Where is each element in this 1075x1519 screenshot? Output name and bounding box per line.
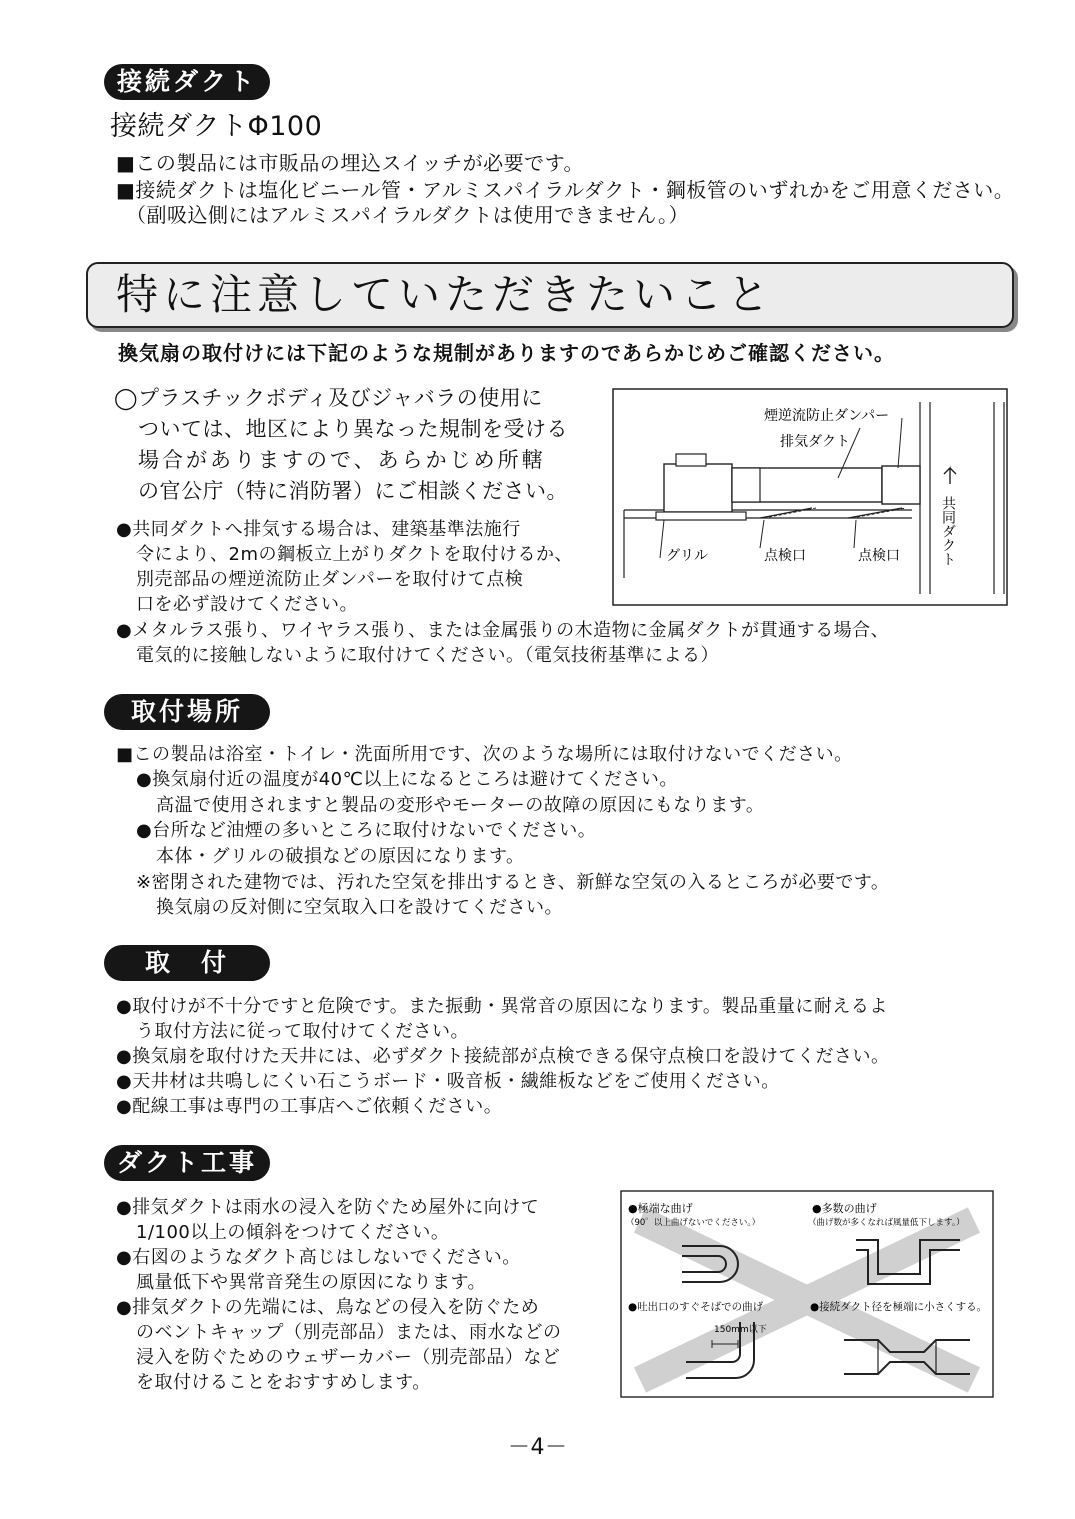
location-line-5: 本体・グリルの破損などの原因になります。 (156, 846, 525, 867)
caution-banner-title: 特に注意していただきたいこと (116, 270, 775, 319)
ductwork-line-1: ●排気ダクトは雨水の浸入を防ぐため屋外に向けて (116, 1197, 540, 1218)
label-exhaust-duct: 排気ダクト (780, 434, 850, 450)
label-extreme-bend-note: （90゜以上曲げないでください。） (626, 1218, 761, 1228)
ductwork-line-3: ●右図のようなダクト高じはしないでください。 (116, 1247, 521, 1268)
caution-banner (86, 262, 1014, 328)
label-inspection-2: 点検口 (858, 548, 900, 564)
page-number: －4－ (508, 1435, 568, 1460)
label-grille: グリル (666, 548, 708, 564)
label-shared-duct: 共同ダクト (940, 496, 956, 566)
section-pill-location: 取付場所 (104, 694, 270, 730)
damper-shape (882, 466, 920, 504)
location-line-1: ■この製品は浴室・トイレ・洗面所用です、次のような場所には取付けないでください。 (116, 744, 853, 765)
regulation-intro: 換気扇の取付けには下記のような規制がありますのであらかじめご確認ください。 (118, 341, 895, 365)
installation-diagram (612, 388, 1008, 606)
duct-heading: 接続ダクトΦ100 (110, 111, 323, 142)
location-line-7: 換気扇の反対側に空気取入口を設けてください。 (156, 897, 563, 918)
location-line-2: ●換気扇付近の温度が40℃以上になるところは避けてください。 (136, 769, 678, 790)
label-inspection-1: 点検口 (764, 548, 806, 564)
ductwork-line-7: 浸入を防ぐためのウェザーカバー（別売部品）など (136, 1347, 561, 1368)
plastic-line-3: 場合がありますので、あらかじめ所轄 (138, 448, 546, 472)
install-line-1: ●取付けが不十分ですと危険です。また振動・異常音の原因になります。製品重量に耐えるよ (116, 996, 888, 1017)
location-line-3: 高温で使用されますと製品の変形やモーターの故障の原因にもなります。 (156, 795, 765, 816)
label-dimension: 150mm以下 (714, 1325, 767, 1335)
duct-bullet-1: ■この製品には市販品の埋込スイッチが必要です。 (116, 151, 584, 175)
shared-duct-line-2: 令により、2mの鋼板立上がりダクトを取付けるか、 (136, 544, 573, 565)
install-line-5: ●配線工事は専門の工事店へご依頼ください。 (116, 1096, 503, 1117)
ductwork-line-8: を取付けることをおすすめします。 (136, 1372, 431, 1393)
label-damper: 煙逆流防止ダンパー (764, 408, 890, 424)
shared-duct-line-4: 口を必ず設けてください。 (136, 594, 358, 615)
metal-line-1: ●メタルラス張り、ワイヤラス張り、または金属張りの木造物に金属ダクトが貫通する場合、 (116, 620, 890, 641)
shared-duct-line-1: ●共同ダクトへ排気する場合は、建築基準法施行 (116, 519, 521, 540)
label-reduce-diameter: ●接続ダクト径を極端に小さくする。 (810, 1301, 988, 1313)
label-extreme-bend: ●極端な曲げ (628, 1202, 693, 1215)
install-line-3: ●換気扇を取付けた天井には、必ずダクト接続部が点検できる保守点検口を設けてください。 (116, 1046, 890, 1067)
section-pill-duct: 接続ダクト (104, 64, 270, 100)
ductwork-line-2: 1/100以上の傾斜をつけてください。 (136, 1222, 450, 1243)
bad-duct-diagram (620, 1190, 994, 1398)
location-line-6: ※密閉された建物では、汚れた空気を排出するとき、新鮮な空気の入るところが必要です。 (136, 872, 890, 893)
ductwork-line-5: ●排気ダクトの先端には、鳥などの侵入を防ぐため (116, 1297, 540, 1318)
duct-bullet-2: ■接続ダクトは塩化ビニール管・アルミスパイラルダクト・鋼板管のいずれかをご用意ください。 (116, 178, 1015, 202)
metal-line-2: 電気的に接触しないように取付けてください。（電気技術基準による） (136, 645, 719, 666)
section-pill-duct-work: ダクト工事 (104, 1145, 270, 1181)
install-line-2: う取付方法に従って取付けてください。 (136, 1021, 469, 1042)
plastic-line-2: ついては、地区により異なった規制を受ける (138, 417, 568, 441)
location-line-4: ●台所など油煙の多いところに取付けないでください。 (136, 820, 597, 841)
fan-body-shape (664, 464, 732, 512)
plastic-line-1: ◯プラスチックボディ及びジャバラの使用に (114, 386, 543, 410)
label-many-bends-note: （曲げ数が多くなれば風量低下します。） (808, 1218, 965, 1228)
ductwork-line-6: のベントキャップ（別売部品）または、雨水などの (136, 1322, 562, 1343)
install-line-4: ●天井材は共鳴しにくい石こうボード・吸音板・繊維板などをご使用ください。 (116, 1071, 780, 1092)
shared-duct-line-3: 別売部品の煙逆流防止ダンパーを取付けて点検 (136, 569, 524, 590)
label-outlet-bend: ●吐出口のすぐそばでの曲げ (628, 1301, 764, 1313)
duct-bullet-3: （副吸込側にはアルミスパイラルダクトは使用できません。） (126, 203, 689, 227)
section-pill-installation: 取 付 (104, 945, 270, 981)
plastic-line-4: の官公庁（特に消防署）にご相談ください。 (138, 479, 568, 503)
ductwork-line-4: 風量低下や異常音発生の原因になります。 (136, 1272, 487, 1293)
label-many-bends: ●多数の曲げ (812, 1202, 877, 1215)
